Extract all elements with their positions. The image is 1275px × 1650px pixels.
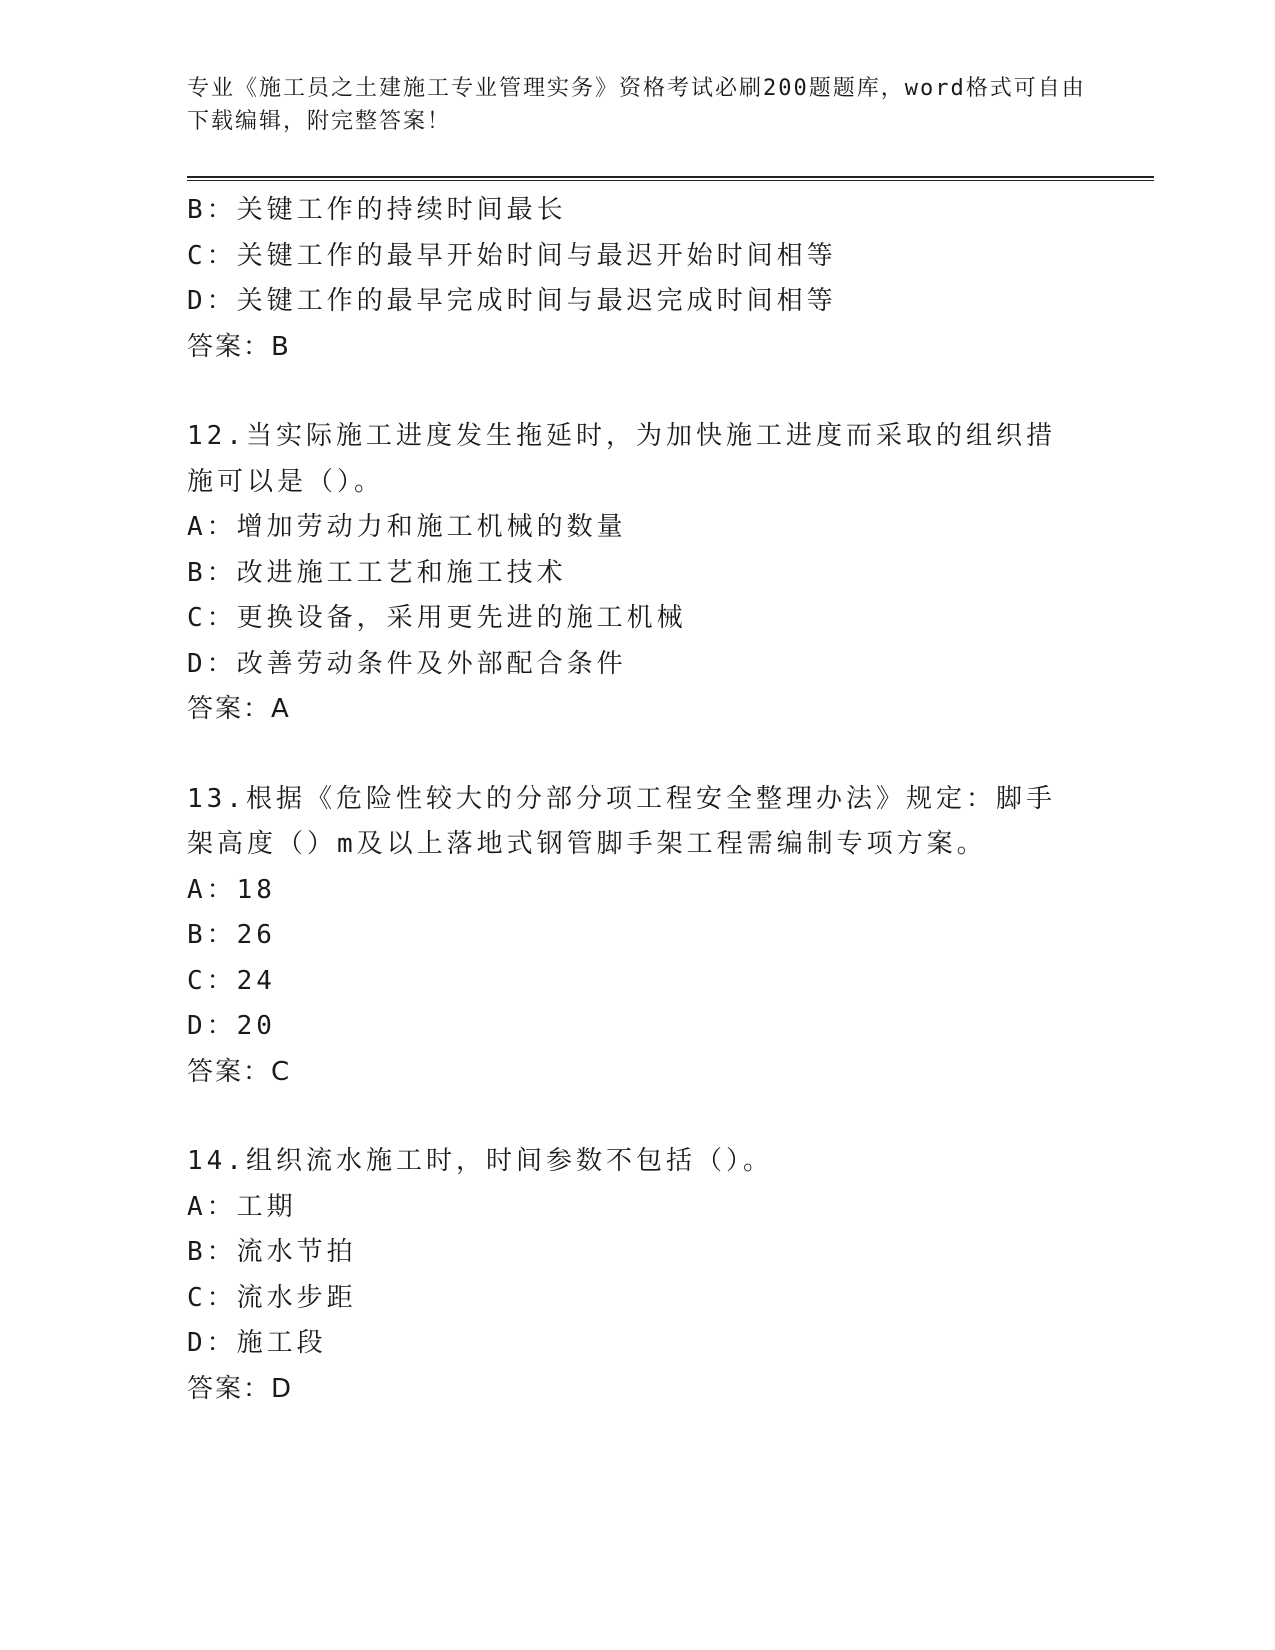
option-c: C：更换设备，采用更先进的施工机械 [187,603,687,633]
answer-line: 答案：A [187,694,291,724]
answer-line: 答案：B [187,331,291,362]
option-b: B：流水节拍 [187,1237,357,1267]
option-a: A：18 [187,874,276,905]
spacer [187,1095,1087,1139]
option-c: C：关键工作的最早开始时间与最迟开始时间相等 [187,240,837,271]
answer-line: 答案：D [187,1373,294,1404]
answer-line: 答案：C [187,1056,292,1087]
question-text: 12.当实际施工进度发生拖延时，为加快施工进度而采取的组织措施可以是（）。 [187,421,1056,497]
option-b: B：26 [187,920,276,950]
document-title: 专业《施工员之土建施工专业管理实务》资格考试必刷200题题库，word格式可自由下载编辑，附完整答案！ [187,76,1086,134]
question-11-tail [187,188,1087,370]
option-c: C：流水步距 [187,1282,357,1313]
option-d: D：改善劳动条件及外部配合条件 [187,648,627,679]
document-header [187,72,1147,138]
question-13 [187,777,1087,1096]
option-b: B：关键工作的持续时间最长 [187,195,567,225]
option-a: A：工期 [187,1191,297,1222]
question-text: 14.组织流水施工时，时间参数不包括（）。 [187,1146,773,1176]
question-14 [187,1139,1087,1412]
spacer [187,370,1087,414]
option-c: C：24 [187,965,276,996]
option-a: A：增加劳动力和施工机械的数量 [187,512,627,542]
option-b: B：改进施工工艺和施工技术 [187,557,567,588]
question-text: 13.根据《危险性较大的分部分项工程安全整理办法》规定：脚手架高度（）m及以上落地式钢管脚手架工程需编制专项方案。 [187,783,1056,859]
option-d: D：20 [187,1011,276,1041]
option-d: D：施工段 [187,1328,327,1358]
question-list [187,188,1087,1412]
option-d: D：关键工作的最早完成时间与最迟完成时间相等 [187,286,837,316]
header-divider [187,176,1154,181]
spacer [187,733,1087,777]
question-12 [187,414,1087,733]
